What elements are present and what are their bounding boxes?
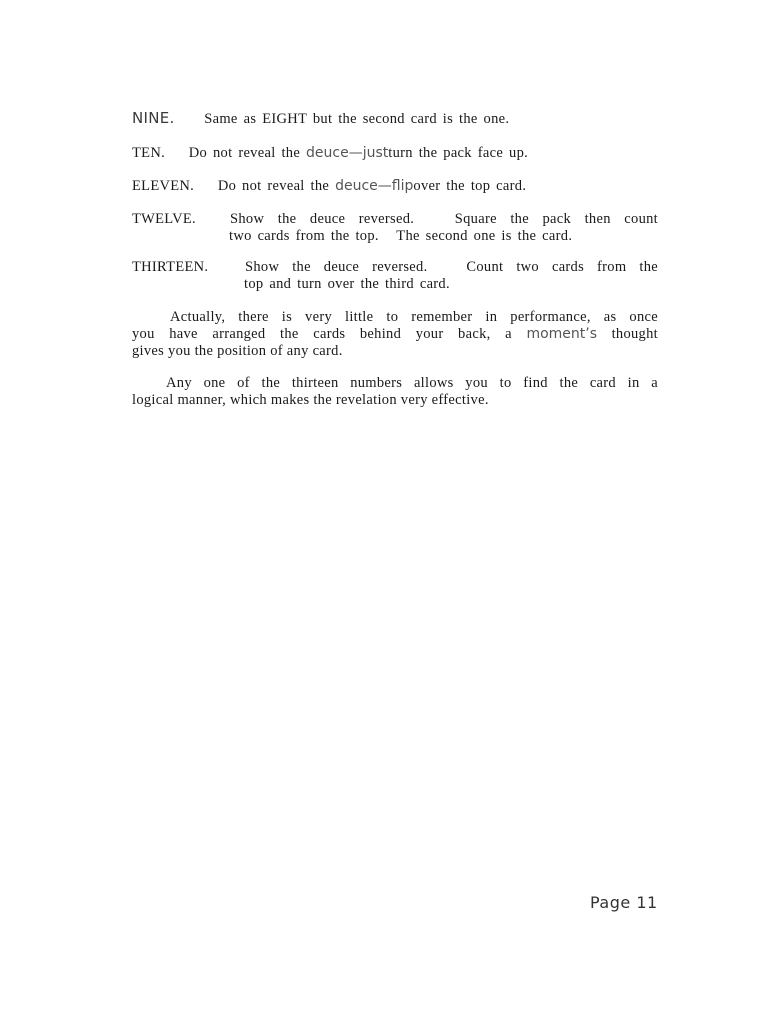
entry-highlight: deuce—flip [335, 178, 414, 194]
entry-term: TEN. [132, 145, 166, 161]
entry-line-1: Show the deuce reversed. Square the pack then count [230, 211, 658, 227]
entry-line-2: two cards from the top. The second one is the card. [229, 228, 573, 244]
entry-text-after: over the top card. [413, 178, 527, 194]
entry-ten [132, 145, 658, 162]
paragraph-1 [132, 309, 658, 360]
page-number: Page 11 [590, 893, 658, 912]
paragraph-line-2 [132, 326, 658, 343]
entry-text-before: Do not reveal the [188, 145, 301, 161]
entry-line-2: top and turn over the third card. [244, 276, 450, 292]
paragraph-line-1: Any one of the thirteen numbers allows you to find the card in a [166, 375, 658, 391]
entry-twelve [132, 211, 658, 245]
entry-nine [132, 110, 658, 128]
paragraph-line-2: logical manner, which makes the revelation very effective. [132, 392, 489, 408]
entry-text: Same as EIGHT but the second card is the one. [204, 111, 510, 127]
entry-text-after: turn the pack face up. [388, 145, 529, 161]
paragraph-text-before: you have arranged the cards behind your back, a [132, 326, 512, 342]
paragraph-2 [132, 375, 658, 409]
entry-text-before: Do not reveal the [217, 178, 330, 194]
paragraph-text-after: thought [611, 326, 658, 342]
entry-term: NINE. [132, 109, 175, 127]
entry-term: TWELVE. [132, 211, 196, 227]
paragraph-highlight: moment’s [526, 326, 597, 342]
entry-highlight: deuce—just [306, 145, 389, 161]
paragraph-line-3: gives you the position of any card. [132, 343, 343, 359]
entry-eleven [132, 178, 658, 195]
paragraph-line-1: Actually, there is very little to remember in performance, as once [170, 309, 658, 325]
entry-thirteen [132, 259, 658, 293]
entry-line-1: Show the deuce reversed. Count two cards from the [245, 259, 658, 275]
entry-term: ELEVEN. [132, 178, 195, 194]
entry-term: THIRTEEN. [132, 259, 209, 275]
